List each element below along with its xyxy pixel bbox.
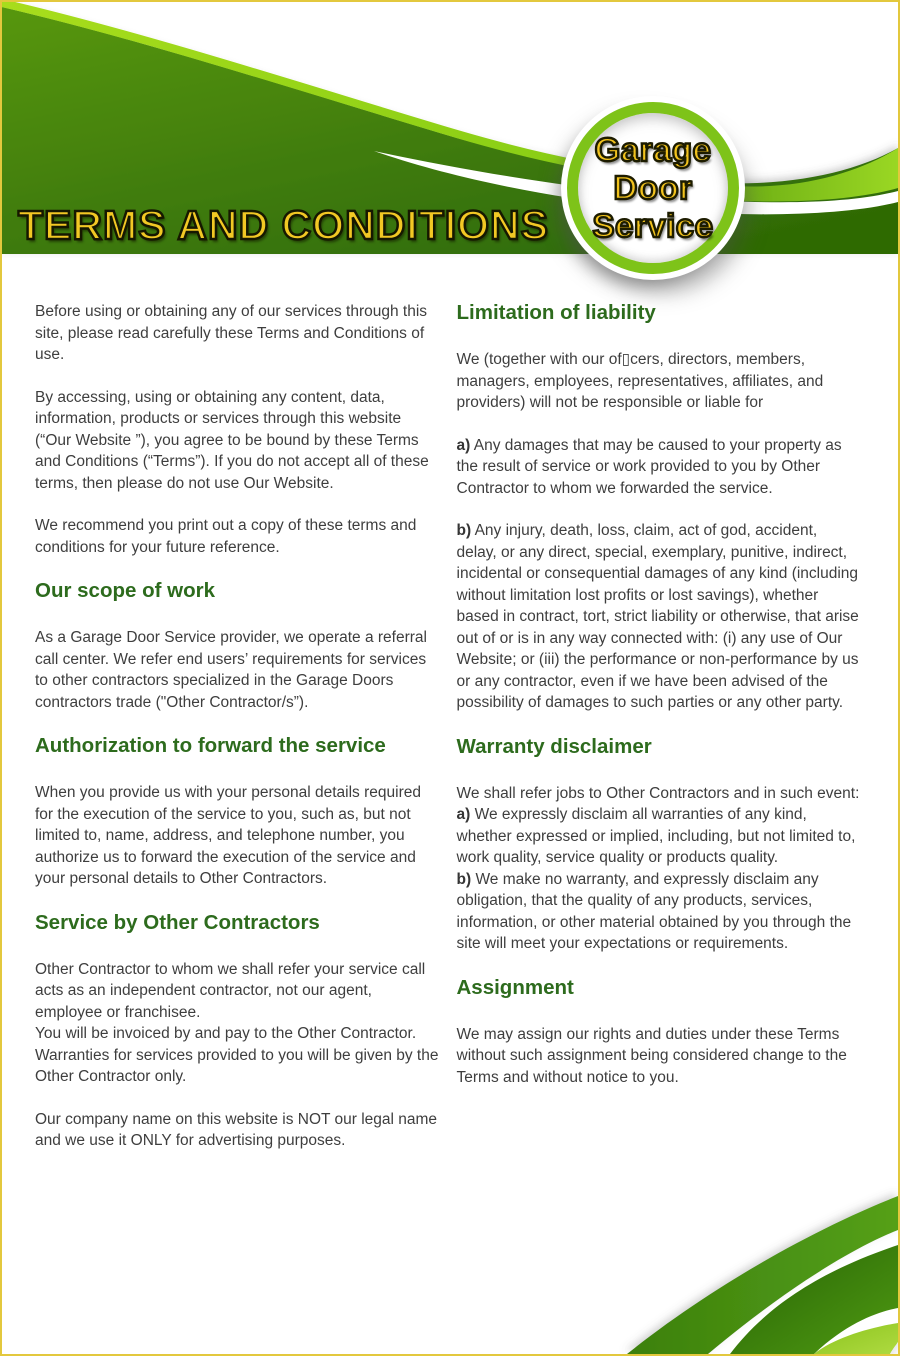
list-marker: a) <box>456 436 471 454</box>
badge-line-3: Service <box>592 207 714 244</box>
paragraph: b) Any injury, death, loss, claim, act of god, accident, delay, or any direct, special, exemplary, punitive, indirect, incidental or consequential damages of any kind (including without limitation lost profits or lost savings), whether based in contract, tort, strict liability or otherwise, that arise out of or is in any way connected with: (i) any use of Our Website; or (iii) the performance or non-performance by us or any contractor, even if we have been advised of the possibility of damages to such parties or any other party. <box>456 522 859 711</box>
badge-line-2: Door <box>613 169 693 206</box>
logo-badge <box>567 102 739 274</box>
paragraph: a) Any damages that may be caused to your property as the result of service or work provided to you by Other Contractor to whom we forwarded the service. <box>456 436 842 497</box>
badge-line-1: Garage <box>594 131 712 168</box>
section-heading: Authorization to forward the service <box>35 734 386 757</box>
footer-band-medium <box>627 1196 898 1354</box>
footer-corner-shadow <box>890 1342 898 1354</box>
paragraph: Our company name on this website is NOT our legal name and we use it ONLY for advertising purposes. <box>35 1110 438 1149</box>
paragraph: When you provide us with your personal details required for the execution of the service to you, such as, but not limited to, name, address, and telephone number, you authorize us to forward the execution of the service and your personal details to Other Contractors. <box>35 784 421 887</box>
section-heading: Our scope of work <box>35 579 215 602</box>
list-marker: b) <box>456 522 472 539</box>
paragraph: Before using or obtaining any of our services through this site, please read carefully these Terms and Conditions of use. <box>35 303 428 363</box>
footer-swoosh <box>2 1184 898 1354</box>
paragraph: Other Contractor to whom we shall refer your service call acts as an independent contractor, not our agent, employee or franchisee. You will be invoiced by and pay to the Other Contractor. Warranties for services provided to you will be given by the Other Contractor only. <box>35 960 439 1085</box>
section-heading: Service by Other Contractors <box>35 910 320 934</box>
section-heading: Limitation of liability <box>456 301 656 324</box>
footer-swoosh-graphic <box>2 1184 898 1354</box>
paragraph: We recommend you print out a copy of these terms and conditions for your future reference. <box>35 517 417 556</box>
section-heading: Assignment <box>456 975 574 999</box>
header-banner <box>2 2 898 264</box>
footer-band-dark <box>730 1245 898 1354</box>
list-marker: a) <box>456 806 471 823</box>
terms-content <box>2 254 898 1173</box>
left-column <box>35 301 439 1173</box>
paragraph: We may assign our rights and duties under these Terms without such assignment being considered change to the Terms and without notice to you. <box>456 1025 847 1086</box>
paragraph: As a Garage Door Service provider, we operate a referral call center. We refer end users’ requirements for services to other contractors specialized in the Garage Doors contractors trade ("Other Contractor/s”). <box>35 629 427 711</box>
right-column <box>457 301 861 1173</box>
paragraph: We shall refer jobs to Other Contractors and in such event: a) We expressly disclaim all warranties of any kind, whether expressed or implied, including, but not limited to, work quality, service quality or products quality. b) We make no warranty, and expressly disclaim any obligation, that the quality of any products, services, information, or other material obtained by you through the site will meet your expectations or requirements. <box>456 784 860 952</box>
list-marker: b) <box>456 870 472 888</box>
section-heading: Warranty disclaimer <box>456 734 652 758</box>
footer-band-lime <box>814 1323 898 1354</box>
paragraph: We (together with our of▯cers, directors, members, managers, employees, representatives, affiliates, and providers) will not be responsible or liable for <box>456 351 824 411</box>
paragraph: By accessing, using or obtaining any content, data, information, products or services through this website (“Our Website ”), you agree to be bound by these Terms and Conditions (“Terms”). If you do not accept all of these terms, then please do not use Our Website. <box>35 388 429 492</box>
page-title: TERMS AND CONDITIONS <box>18 202 549 248</box>
